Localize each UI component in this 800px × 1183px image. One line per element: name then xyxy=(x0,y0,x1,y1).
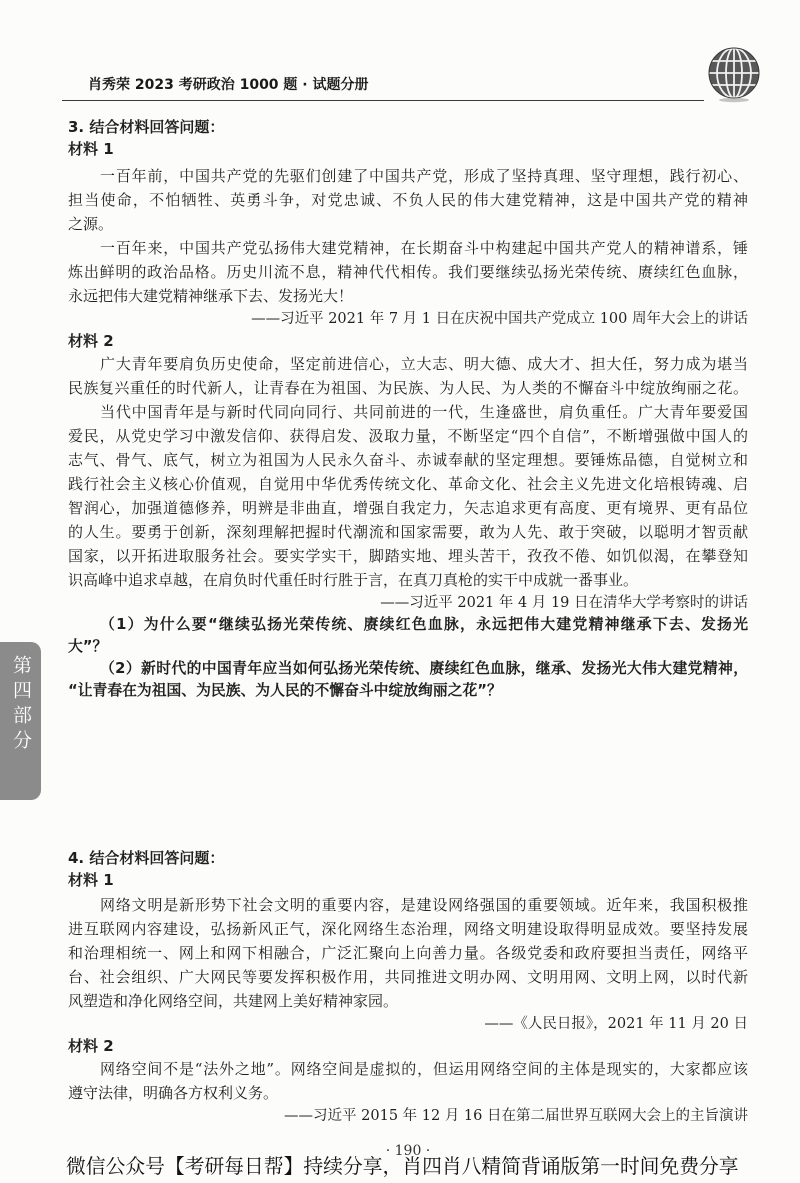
sub-question-2 xyxy=(68,658,748,702)
paragraph xyxy=(68,236,748,308)
question-4 xyxy=(68,847,748,1127)
text-line: 当代中国青年是与新时代同向同行、共同前进的一代，生逢盛世，肩负重任。广大青年要爱国 xyxy=(100,403,748,421)
part-side-tab-label: 第四部分 xyxy=(10,655,32,755)
sub-question-line: （2）新时代的中国青年应当如何弘扬光荣传统、赓续红色血脉，继承、发扬光大伟大建党精神， xyxy=(100,660,748,677)
text-line: 和治理相统一、网上和网下相融合，广泛汇聚向上向善力量。各级党委和政府要担当责任，网络平 xyxy=(68,944,748,962)
page-number: · 190 · xyxy=(385,1143,431,1159)
material-1-label: 材料 1 xyxy=(68,871,114,889)
paragraph xyxy=(68,1057,748,1105)
sub-question-line: （1）为什么要“继续弘扬光荣传统、赓续红色血脉，永远把伟大建党精神继承下去、发扬光 xyxy=(100,616,748,633)
text-line: 炼出鲜明的政治品格。历史川流不息，精神代代相传。我们要继续弘扬光荣传统、赓续红色血脉， xyxy=(68,263,748,281)
text-line: 风塑造和净化网络空间，共建网上美好精神家园。 xyxy=(68,992,399,1010)
text-line: 广大青年要肩负历史使命，坚定前进信心，立大志、明大德、成大才、担大任，努力成为堪当 xyxy=(100,355,748,373)
text-line: 遵守法律，明确各方权利义务。 xyxy=(68,1084,279,1102)
text-line: 台、社会组织、广大网民等要发挥积极作用，共同推进文明办网、文明用网、文明上网，以时代新 xyxy=(68,968,748,986)
text-line: 一百年来，中国共产党弘扬伟大建党精神，在长期奋斗中构建起中国共产党人的精神谱系，锤 xyxy=(100,239,748,257)
text-line: 智润心，加强道德修养，明辨是非曲直，增强自我定力，矢志追求更有高度、更有境界、更有品位 xyxy=(68,499,748,517)
paragraph xyxy=(68,400,748,592)
paragraph xyxy=(68,893,748,1013)
text-line: 进互联网内容建设，弘扬新风正气，深化网络生态治理，网络文明建设取得明显成效。要坚持发展 xyxy=(68,920,748,938)
material-2-label: 材料 2 xyxy=(68,332,114,350)
material-source: ——习近平 2021 年 4 月 19 日在清华大学考察时的讲话 xyxy=(380,595,748,611)
globe-icon xyxy=(702,45,766,103)
text-line: 担当使命，不怕牺牲、英勇斗争，对党忠诚、不负人民的伟大建党精神，这是中国共产党的精神 xyxy=(68,191,748,209)
text-line: 网络文明是新形势下社会文明的重要内容，是建设网络强国的重要领域。近年来，我国积极推 xyxy=(100,896,748,914)
paragraph xyxy=(68,352,748,400)
text-line: 民族复兴重任的时代新人，让青春在为祖国、为民族、为人民、为人类的不懈奋斗中绽放绚丽之花。 xyxy=(68,379,748,397)
question-4-heading: 4. 结合材料回答问题： xyxy=(68,849,225,867)
material-source: ——习近平 2021 年 7 月 1 日在庆祝中国共产党成立 100 周年大会上的讲话 xyxy=(251,311,748,327)
sub-question-1 xyxy=(68,614,748,658)
text-line: 国家，以开拓进取服务社会。要实学实干，脚踏实地、埋头苦干，孜孜不倦、如饥似渴，在攀登知 xyxy=(68,547,748,565)
paragraph xyxy=(68,164,748,236)
question-3 xyxy=(68,116,748,702)
text-line: 网络空间不是“法外之地”。网络空间是虚拟的，但运用网络空间的主体是现实的，大家都应该 xyxy=(100,1060,748,1078)
material-1-label: 材料 1 xyxy=(68,140,114,158)
footer-watermark-text: 微信公众号【考研每日帮】持续分享，肖四肖八精简背诵版第一时间免费分享 xyxy=(66,1155,739,1178)
text-line: 爱民，从党史学习中激发信仰、获得启发、汲取力量，不断坚定“四个自信”，不断增强做中国人的 xyxy=(68,427,748,445)
text-line: 永远把伟大建党精神继承下去、发扬光大！ xyxy=(68,287,354,305)
material-source: ——习近平 2015 年 12 月 16 日在第二届世界互联网大会上的主旨演讲 xyxy=(284,1108,748,1124)
sub-question-line: “让青春在为祖国、为民族、为人民的不懈奋斗中绽放绚丽之花”？ xyxy=(68,682,502,699)
material-source: ——《人民日报》，2021 年 11 月 20 日 xyxy=(484,1016,748,1032)
text-line: 志气、骨气、底气，树立为祖国为人民永久奋斗、赤诚奉献的坚定理想。要锤炼品德，自觉树立和 xyxy=(68,451,748,469)
sub-question-line: 大”？ xyxy=(68,638,108,655)
text-line: 践行社会主义核心价值观，自觉用中华优秀传统文化、革命文化、社会主义先进文化培根铸魂、启 xyxy=(68,475,748,493)
material-2-label: 材料 2 xyxy=(68,1037,114,1055)
text-line: 之源。 xyxy=(68,215,114,233)
part-side-tab xyxy=(0,642,41,800)
question-3-heading: 3. 结合材料回答问题： xyxy=(68,118,225,136)
text-line: 一百年前，中国共产党的先驱们创建了中国共产党，形成了坚持真理、坚守理想，践行初心、 xyxy=(100,167,748,185)
text-line: 的人生。要勇于创新，深刻理解把握时代潮流和国家需要，敢为人先、敢于突破，以聪明才智贡献 xyxy=(68,523,748,541)
running-header-title: 肖秀荣 2023 考研政治 1000 题 · 试题分册 xyxy=(88,77,369,93)
text-line: 识高峰中追求卓越，在肩负时代重任时行胜于言，在真刀真枪的实干中成就一番事业。 xyxy=(68,571,639,589)
header-rule xyxy=(62,100,704,101)
